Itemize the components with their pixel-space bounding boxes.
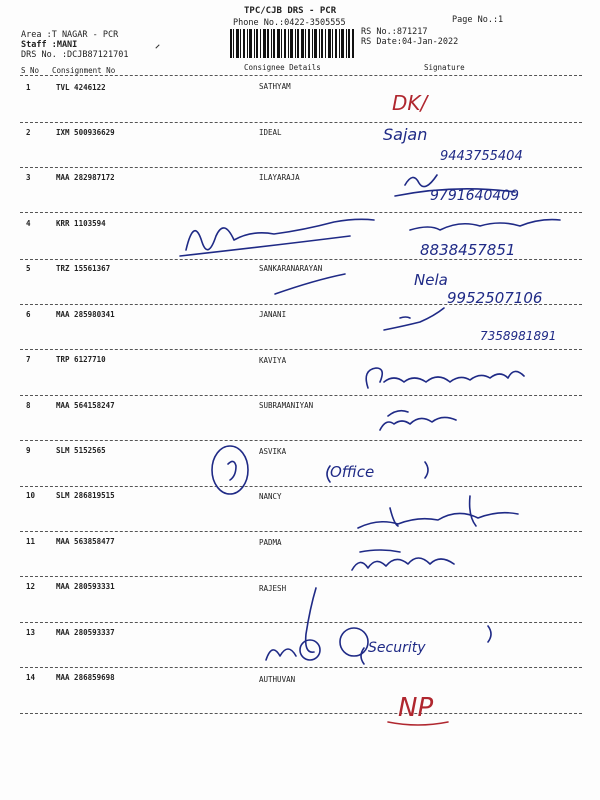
col-header-consignment: Consignment No — [52, 66, 116, 75]
row-consignment: IXM 500936629 — [56, 128, 115, 137]
col-header-sno: S No — [21, 66, 40, 75]
row-consignment: MAA 286859698 — [56, 673, 115, 682]
row-sno: 11 — [26, 537, 36, 546]
phone-row-6: 7358981891 — [480, 329, 557, 343]
phone-number: Phone No.:0422-3505555 — [233, 18, 346, 28]
area: Area :T NAGAR - PCR — [21, 30, 119, 40]
phone-row-5: 9952507106 — [447, 289, 543, 307]
row-consignment: MAA 280593337 — [56, 628, 115, 637]
rs-date: RS Date:04-Jan-2022 — [361, 37, 459, 47]
signature-row-2: Sajan — [383, 125, 428, 144]
signature-row-6 — [384, 308, 444, 330]
row-consignment: MAA 282987172 — [56, 173, 115, 182]
row-consignee: IDEAL — [259, 128, 282, 137]
signature-row-5b: Nela — [414, 271, 448, 289]
row-consignee: SUBRAMANIYAN — [259, 401, 314, 410]
row-sno: 5 — [26, 264, 31, 273]
row-sno: 13 — [26, 628, 36, 637]
row-sno: 4 — [26, 219, 31, 228]
signature-row-4b — [410, 220, 560, 230]
row-sno: 3 — [26, 173, 31, 182]
row-sno: 12 — [26, 582, 36, 591]
row-consignment: TRP 6127710 — [56, 355, 106, 364]
row-sno: 8 — [26, 401, 31, 410]
row-consignee: JANANI — [259, 310, 287, 319]
note-row-9: Office — [330, 463, 375, 481]
row-consignee: ILAYARAJA — [259, 173, 300, 182]
note-row-13: Security — [368, 640, 426, 656]
row-consignment: MAA 285980341 — [56, 310, 115, 319]
signature-row-10 — [358, 496, 518, 528]
row-consignment: SLM 286819515 — [56, 491, 115, 500]
signature-row-5 — [275, 274, 345, 294]
row-consignee: ASVIKA — [259, 447, 287, 456]
drs-number: DRS No. :DCJB87121701 — [21, 50, 129, 60]
row-consignee: RAJESH — [259, 584, 287, 593]
staff: Staff :MANI — [21, 40, 78, 50]
signature-row-12 — [306, 588, 316, 652]
row-sno: 2 — [26, 128, 31, 137]
row-consignment: MAA 563858477 — [56, 537, 115, 546]
row-consignee: AUTHUVAN — [259, 675, 296, 684]
phone-row-2: 9443755404 — [440, 149, 523, 164]
signature-row-11 — [352, 550, 454, 570]
row-consignee: SANKARANARAYAN — [259, 264, 323, 273]
signature-row-14: NP — [398, 693, 434, 723]
row-sno: 10 — [26, 491, 36, 500]
row-consignment: TVL 4246122 — [56, 83, 106, 92]
rs-number: RS No.:871217 — [361, 27, 428, 37]
phone-row-3: 9791640409 — [430, 188, 520, 204]
row-consignment: TRZ 15561367 — [56, 264, 111, 273]
signature-row-4 — [180, 219, 374, 256]
signature-row-13 — [266, 640, 320, 660]
col-header-signature: Signature — [424, 63, 465, 72]
row-consignment: KRR 1103594 — [56, 219, 106, 228]
row-consignee: SATHYAM — [259, 82, 291, 91]
signature-row-1: DK/ — [392, 91, 428, 115]
row-consignee: PADMA — [259, 538, 282, 547]
document-title: TPC/CJB DRS - PCR — [244, 6, 337, 16]
row-sno: 9 — [26, 446, 31, 455]
circle-mark-row-13 — [340, 628, 368, 656]
row-sno: 14 — [26, 673, 36, 682]
page-number: Page No.:1 — [452, 15, 504, 25]
row-consignment: MAA 564158247 — [56, 401, 115, 410]
signature-row-7 — [366, 368, 524, 388]
row-consignment: SLM 5152565 — [56, 446, 106, 455]
row-sno: 1 — [26, 83, 31, 92]
signature-row-9 — [212, 446, 248, 494]
row-consignee: KAVIYA — [259, 356, 287, 365]
col-header-consignee: Consignee Details — [244, 63, 321, 72]
row-sno: 6 — [26, 310, 31, 319]
phone-row-4: 8838457851 — [420, 241, 516, 259]
row-sno: 7 — [26, 355, 31, 364]
row-consignment: MAA 280593331 — [56, 582, 115, 591]
signature-row-8 — [380, 411, 456, 430]
row-consignee: NANCY — [259, 492, 282, 501]
